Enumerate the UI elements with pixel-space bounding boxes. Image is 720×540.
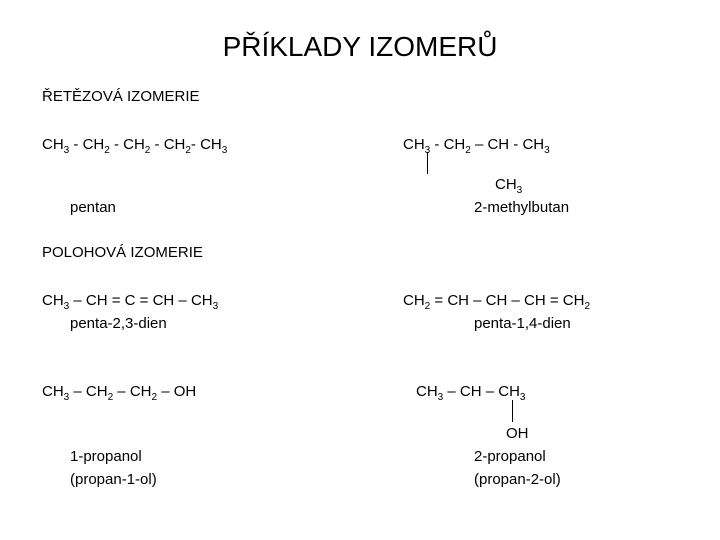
bond-line-hydroxyl [512,400,513,422]
formula-2-methylbutan: $CH_3 - CH_2$ – CH - $CH_3$ [403,136,550,156]
name-2-propanol: 2-propanol [474,448,546,465]
section-heading-chain-isomerism: ŘETĚZOVÁ IZOMERIE [42,88,200,105]
branch-methyl: $CH_3$ [495,176,523,196]
name-propan-2-ol: (propan-2-ol) [474,471,561,488]
name-propan-1-ol: (propan-1-ol) [70,471,157,488]
name-penta-2-3-dien: penta-2,3-dien [70,315,167,332]
formula-1-propanol: $CH_3 - CH_2 - CH_2$ – OH [42,383,197,403]
formula-2-propanol: $CH_3$ – CH – $CH_3$ [416,383,526,403]
name-2-methylbutan: 2-methylbutan [474,199,570,216]
section-heading-position-isomerism: POLOHOVÁ IZOMERIE [42,244,203,261]
branch-hydroxyl: OH [506,425,529,442]
formula-penta-1-4-dien: $CH_2$ = CH – CH – CH = $CH_2$ [403,292,591,312]
name-penta-1-4-dien: penta-1,4-dien [474,315,571,332]
name-1-propanol: 1-propanol [70,448,142,465]
bond-line-methyl [427,152,428,174]
formula-penta-2-3-dien: $CH_3$ – CH = C = CH – $CH_3$ [42,292,219,312]
page-title: PŘÍKLADY IZOMERŮ [222,31,498,62]
name-pentan: pentan [70,199,116,216]
formula-pentan: $CH_3 - CH_2 - CH_2 - CH_2-$ $CH_3$ [42,136,228,156]
